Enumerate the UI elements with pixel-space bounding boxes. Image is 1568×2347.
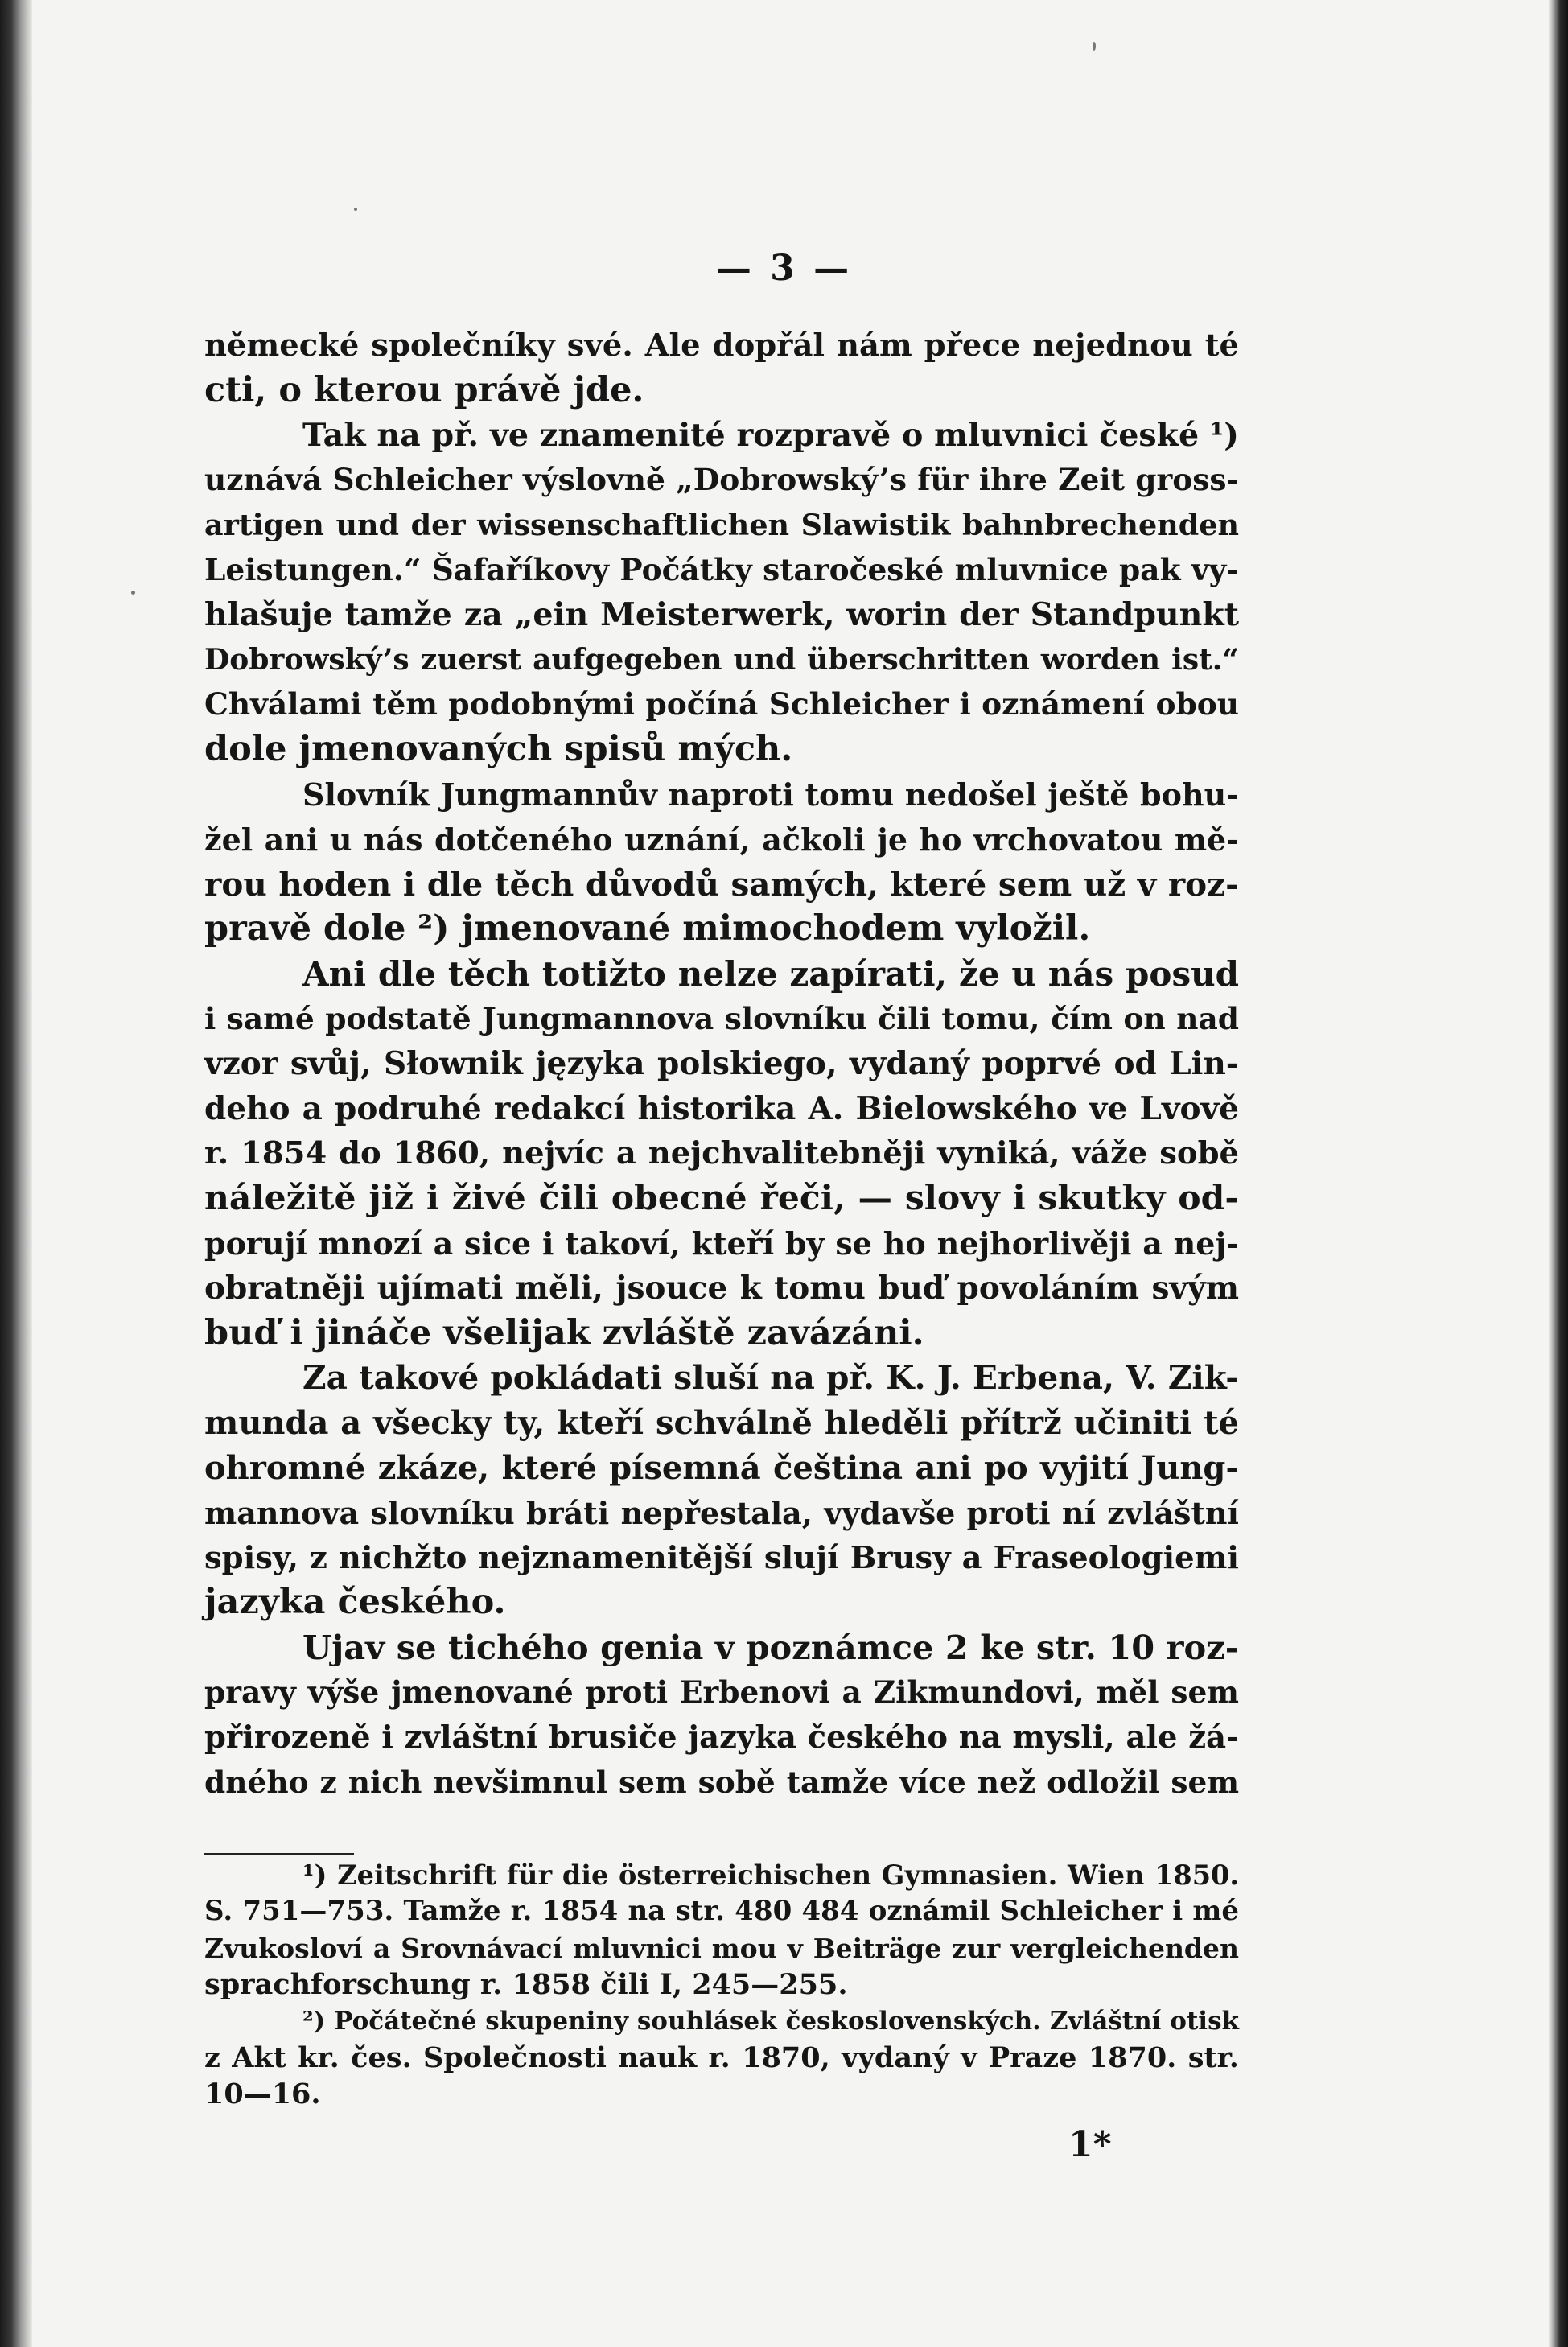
footnote-line: S. 751—753. Tamže r. 1854 na str. 480 484 oznámil Schleicher i mé xyxy=(204,1895,1239,1928)
body-line: vzor svůj, Słownik języka polskiego, vydaný poprvé od Lin- xyxy=(204,1044,1239,1082)
page-number: — 3 — xyxy=(715,248,853,289)
footnote-line: sprachforschung r. 1858 čili I, 245—255. xyxy=(204,1968,848,2002)
body-line: Leistungen.“ Šafaříkovy Počátky staročeské mluvnice pak vy- xyxy=(204,551,1239,587)
body-line: rou hoden i dle těch důvodů samých, které sem už v roz- xyxy=(204,864,1239,904)
body-line: deho a podruhé redakcí historika A. Bielowského ve Lvově xyxy=(204,1089,1239,1127)
footnotes xyxy=(204,1857,1239,2113)
body-line: munda a všecky ty, kteří schválně hleděli přítrž učiniti té xyxy=(204,1404,1239,1443)
body-line: Ani dle těch totižto nelze zapírati, že u nás posud xyxy=(302,954,1239,994)
scan-speck xyxy=(131,591,135,595)
body-line: dole jmenovaných spisů mých. xyxy=(204,729,793,770)
body-text xyxy=(204,323,1239,1805)
body-line: Ujav se tichého genia v poznámce 2 ke str. 10 roz- xyxy=(302,1628,1239,1668)
footnote-line: z Akt kr. čes. Společnosti nauk r. 1870, vydaný v Praze 1870. str. xyxy=(204,2041,1239,2075)
body-line: obratněji ujímati měli, jsouce k tomu buď povoláním svým xyxy=(204,1269,1239,1307)
footnote-divider xyxy=(204,1853,354,1855)
scan-edge-right xyxy=(1549,0,1568,2347)
body-line: mannova slovníku bráti nepřestala, vydavše proti ní zvláštní xyxy=(204,1494,1239,1531)
body-line: pravě dole ²) jmenované mimochodem vyložil. xyxy=(204,908,1091,949)
body-line: uznává Schleicher výslovně „Dobrowský’s für ihre Zeit gross- xyxy=(204,462,1239,498)
body-line: jazyka českého. xyxy=(204,1582,506,1623)
body-line: náležitě již i živé čili obecné řeči, — slovy i skutky od- xyxy=(204,1178,1239,1219)
body-line: hlašuje tamže za „ein Meisterwerk, worin der Standpunkt xyxy=(204,595,1239,633)
body-line: dného z nich nevšimnul sem sobě tamže více než odložil sem xyxy=(204,1764,1239,1800)
footnote-line: ²) Počátečné skupeniny souhlásek československých. Zvláštní otisk xyxy=(302,2006,1239,2036)
body-line: Dobrowský’s zuerst aufgegeben und überschritten worden ist.“ xyxy=(204,642,1239,677)
body-line: německé společníky své. Ale dopřál nám přece nejednou té xyxy=(204,327,1239,364)
body-line: Za takové pokládati sluší na př. K. J. Erbena, V. Zik- xyxy=(302,1358,1239,1398)
body-line: ohromné zkáze, které písemná čeština ani po vyjití Jung- xyxy=(204,1448,1239,1487)
body-line: buď i jináče všelijak zvláště zavázáni. xyxy=(204,1312,924,1353)
footnote-line: Zvukosloví a Srovnávací mluvnici mou v Beiträge zur vergleichenden xyxy=(204,1932,1239,1964)
body-line: r. 1854 do 1860, nejvíc a nejchvalitebněji vyniká, váže sobě xyxy=(204,1135,1239,1172)
scan-speck xyxy=(1093,42,1096,51)
scan-edge-left xyxy=(0,0,32,2347)
footnote-line: 10—16. xyxy=(204,2077,321,2111)
scan-speck xyxy=(354,208,357,211)
footnote-line: ¹) Zeitschrift für die österreichischen Gymnasien. Wien 1850. xyxy=(302,1859,1239,1891)
body-line: Chválami těm podobnými počíná Schleicher i oznámení obou xyxy=(204,686,1239,723)
body-line: i samé podstatě Jungmannova slovníku čili tomu, čím on nad xyxy=(204,1000,1239,1036)
signature-mark: 1* xyxy=(1068,2124,1112,2165)
body-line: Slovník Jungmannův naproti tomu nedošel ještě bohu- xyxy=(302,776,1239,813)
body-line: přirozeně i zvláštní brusiče jazyka českého na mysli, ale žá- xyxy=(204,1719,1239,1756)
body-line: Tak na př. ve znamenité rozpravě o mluvnici české ¹) xyxy=(302,416,1239,454)
body-line: pravy výše jmenované proti Erbenovi a Zikmundovi, měl sem xyxy=(204,1674,1239,1710)
body-line: spisy, z nichžto nejznamenitější slují Brusy a Fraseologiemi xyxy=(204,1539,1239,1576)
body-line: artigen und der wissenschaftlichen Slawistik bahnbrechenden xyxy=(204,508,1239,543)
body-line: cti, o kterou právě jde. xyxy=(204,369,644,410)
body-line: žel ani u nás dotčeného uznání, ačkoli je ho vrchovatou mě- xyxy=(204,821,1239,858)
body-line: porují mnozí a sice i takoví, kteří by se ho nejhorlivěji a nej- xyxy=(204,1225,1239,1262)
